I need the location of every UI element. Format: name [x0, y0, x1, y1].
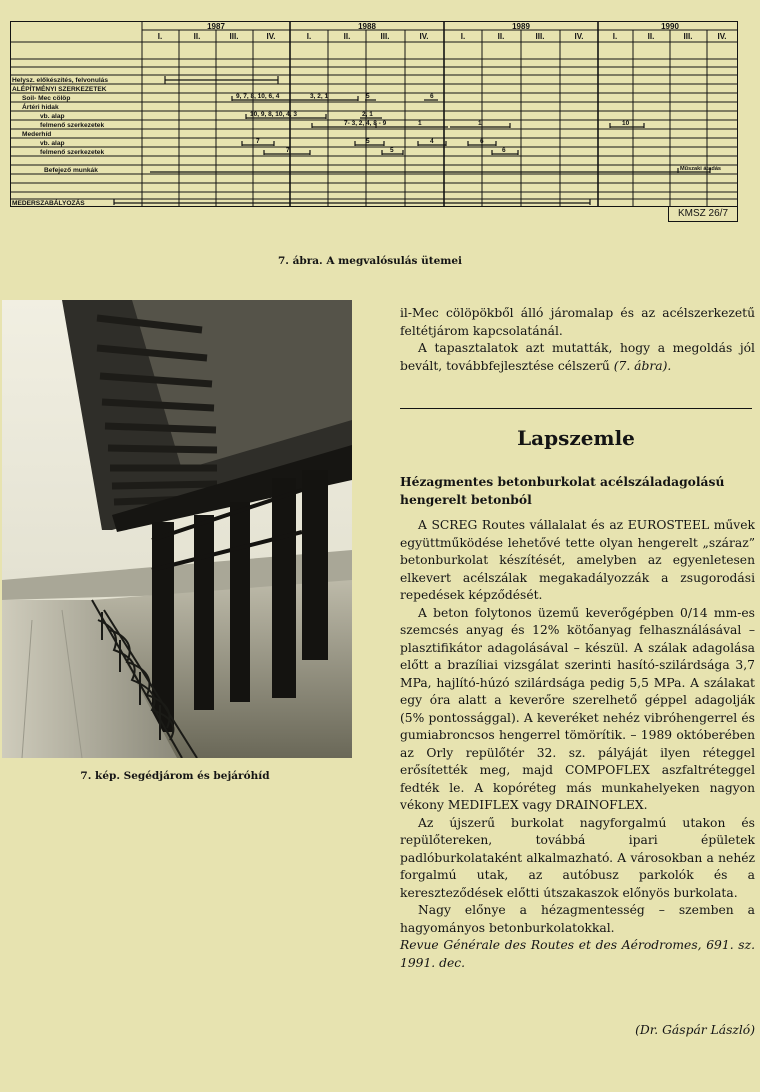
intro-text-block	[400, 305, 755, 375]
row-label-main-bridge: Mederhíd	[22, 131, 52, 138]
row-label-floodplain-foundation: vb. alap	[40, 113, 65, 120]
year-1988: 1988	[358, 22, 376, 31]
quarter-label: III.	[380, 32, 390, 41]
bar-label: 3, 2, 1	[310, 93, 329, 100]
row-label-main-superstructure: felmenő szerkezetek	[40, 149, 105, 156]
bar-label: 4	[430, 138, 434, 145]
figure-reference: (7. ábra).	[613, 358, 672, 373]
bridge-photo	[2, 300, 352, 758]
bar-river-regulation	[114, 199, 590, 205]
quarter-label: III.	[683, 32, 693, 41]
article-title: Hézagmentes betonburkolat acélszáladagolású hengerelt betonból	[400, 474, 725, 507]
quarter-label: I.	[612, 32, 618, 41]
row-label-floodplain-superstructure: felmenő szerkezetek	[40, 122, 105, 129]
photo-caption: 7. kép. Segédjárom és bejáróhíd	[80, 770, 270, 782]
quarter-label: I.	[157, 32, 163, 41]
quarter-label: IV.	[717, 32, 727, 41]
quarter-label: II.	[343, 32, 351, 41]
bar-label: 2, 1	[362, 111, 373, 118]
bar-label: 1	[478, 120, 482, 127]
intro-paragraph-2	[400, 340, 755, 375]
quarter-label: IV.	[419, 32, 429, 41]
bar-label: 10, 9, 8, 10, 4, 3	[250, 111, 297, 118]
bar-label: 10	[622, 120, 630, 127]
article-paragraph: Nagy előnye a hézagmentesség – szemben a hagyományos betonburkolatokkal.	[400, 903, 755, 935]
author-name: (Dr. Gáspár László)	[635, 1023, 755, 1037]
article-body	[400, 517, 755, 972]
year-1989: 1989	[512, 22, 530, 31]
quarter-label: I.	[306, 32, 312, 41]
figure-caption: 7. ábra. A megvalósulás ütemei	[277, 255, 463, 267]
quarter-label: II.	[193, 32, 201, 41]
intro-paragraph: il-Mec cölöpökből álló járomalap és az acélszerkezetű feltétjárom kapcsolatánál.	[400, 306, 755, 338]
article-paragraph: Az újszerű burkolat nagyforgalmú utakon és repülőtereken, továbbá ipari épületek padlóburkolataként alkalmazható. A városokban a nehéz forgalmú utak, az autóbusz parkolók és a kereszteződések előtti útszakaszok előnyös burkolata.	[400, 815, 755, 900]
bar-label: 7	[256, 138, 260, 145]
bar-label: 6	[430, 93, 434, 100]
section-divider	[400, 408, 752, 409]
bar-finishing	[150, 168, 710, 173]
intro-paragraph-2-text: A tapasztalatok azt mutatták, hogy a megoldás jól bevált, továbbfejlesztése célszerű	[400, 341, 755, 373]
row-label-river-regulation: MEDERSZABÁLYOZÁS	[12, 200, 85, 207]
quarter-label: III.	[535, 32, 545, 41]
bar-label: 6	[480, 138, 484, 145]
row-label-soilmec-piles: Soil- Mec cölöp	[22, 95, 71, 102]
quarter-label: III.	[229, 32, 239, 41]
year-1987: 1987	[207, 22, 225, 31]
schedule-gantt-table	[10, 21, 738, 207]
quarter-label: II.	[647, 32, 655, 41]
bar-label: 6	[502, 147, 506, 154]
row-label-floodplain-bridges: Ártéri hidak	[22, 104, 59, 111]
article-paragraph: A SCREG Routes vállalalat és az EUROSTEEL művek együttműködése lehetővé tette olyan hengerelt „száraz” betonburkolat készítését, amelyben az egyenletesen elkevert acélszálak megakadályozzák a zsugorodási repedések képződését.	[400, 518, 755, 602]
figure-code: KMSZ 26/7	[668, 206, 738, 222]
year-1990: 1990	[661, 22, 679, 31]
bar-label: 7- 3, 2, 4, 8 - 9	[344, 120, 387, 127]
source-citation: Revue Générale des Routes et des Aérodromes, 691. sz. 1991. dec.	[400, 938, 755, 970]
quarter-label: II.	[497, 32, 505, 41]
row-label-site-prep: Helysz. előkészítés, felvonulás	[12, 77, 109, 84]
bar-label: 5	[366, 93, 370, 100]
row-label-main-foundation: vb. alap	[40, 140, 65, 147]
bar-label: 1	[418, 120, 422, 127]
quarter-label: IV.	[266, 32, 276, 41]
bar-label: 5	[366, 138, 370, 145]
section-title: Lapszemle	[517, 426, 635, 450]
article-paragraph: A beton folytonos üzemű keverőgépben 0/14 mm-es szemcsés anyag és 12% kötőanyag felhasználásával – plasztifikátor adagolásával – készül. A szálak adagolása előtt a brazíliai vizsgálat szerinti hasító-szilárdsága 3,7 MPa, hajlító-húzó szilárdsága pedig 5,5 MPa. A szálakat egy óra alatt a keverőre szerelhető géppel adagolják (5% pontossággal). A keveréket nehéz vibróhengerrel és gumiabroncsos hengerrel tömörítik. – 1989 októberében az Orly repülőtér 32. sz. pályáját ilyen réteggel erősítették meg, majd COMPOFLEX aszfaltréteggel fedték le. A kopóréteg más munkahelyeken nagyon vékony MEDIFLEX vagy DRAINOFLEX.	[400, 605, 755, 812]
quarter-label: IV.	[574, 32, 584, 41]
quarter-label: I.	[460, 32, 466, 41]
bar-site-prep	[165, 76, 278, 84]
bar-label: 5	[390, 147, 394, 154]
row-label-substructures: ALÉPÍTMÉNYI SZERKEZETEK	[12, 86, 107, 93]
bar-label: 9, 7, 8, 10, 6, 4	[236, 93, 280, 100]
row-label-finishing-works: Befejező munkák	[44, 167, 98, 174]
bar-label: Műszaki átadás	[680, 166, 722, 172]
bar-label: 7	[286, 147, 290, 154]
